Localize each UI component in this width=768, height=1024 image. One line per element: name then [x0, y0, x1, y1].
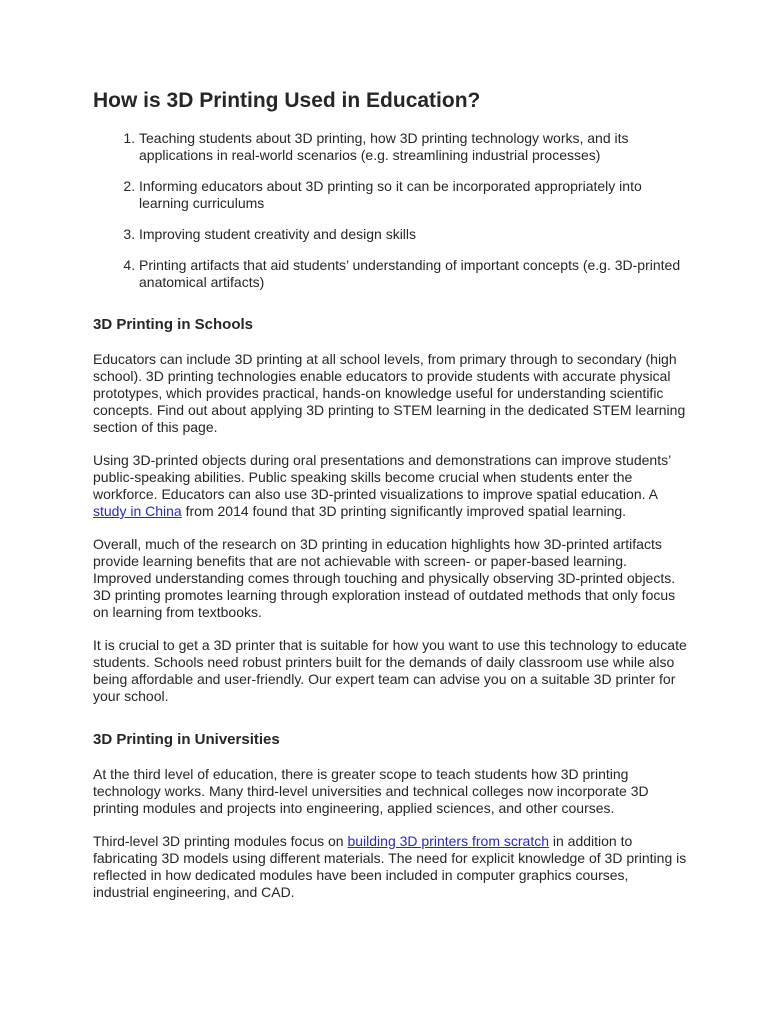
list-item: 3. Improving student creativity and design skills	[139, 226, 688, 243]
schools-paragraph-2	[93, 452, 688, 520]
universities-paragraph-2-text-after: in addition to fabricating 3D models using different materials. The need for explicit knowledge of 3D printing is reflected in how dedicated modules have been included in computer graphics courses, industrial engineering, and CAD.	[93, 833, 687, 900]
building-3d-printers-link[interactable]: building 3D printers from scratch	[347, 833, 549, 849]
list-item: 4. Printing artifacts that aid students’ understanding of important concepts (e.g. 3D-printed anatomical artifacts)	[139, 257, 688, 291]
education-uses-list	[93, 130, 688, 291]
schools-paragraph-2-text-after: from 2014 found that 3D printing significantly improved spatial learning.	[181, 503, 627, 519]
universities-paragraph-1: At the third level of education, there is greater scope to teach students how 3D printing technology works. Many third-level universities and technical colleges now incorporate 3D printing modules and projects into engineering, applied sciences, and other courses.	[93, 766, 649, 816]
page-title: How is 3D Printing Used in Education?	[93, 89, 481, 112]
universities-heading: 3D Printing in Universities	[93, 731, 280, 748]
schools-paragraph-1: Educators can include 3D printing at all school levels, from primary through to secondary (high school). 3D printing technologies enable educators to provide students with accurate physical prototypes, which provides practical, hands-on knowledge useful for understanding scientific concepts. Find out about applying 3D printing to STEM learning in the dedicated STEM learning section of this page.	[93, 351, 686, 435]
list-item: 2. Informing educators about 3D printing so it can be incorporated appropriately into learning curriculums	[139, 178, 688, 212]
universities-paragraph-2	[93, 833, 688, 901]
schools-paragraph-3: Overall, much of the research on 3D printing in education highlights how 3D-printed artifacts provide learning benefits that are not achievable with screen- or paper-based learning. Improved understanding comes through touching and physically observing 3D-printed objects. 3D printing promotes learning through exploration instead of outdated methods that only focus on learning from textbooks.	[93, 536, 676, 620]
universities-paragraph-2-text-before: Third-level 3D printing modules focus on	[93, 833, 348, 849]
schools-paragraph-2-text-before: Using 3D-printed objects during oral presentations and demonstrations can improve students’ public-speaking abilities. Public speaking skills become crucial when students enter the workforce. Educators can also use 3D-printed visualizations to improve spatial education. A	[93, 452, 671, 502]
study-in-china-link[interactable]: study in China	[93, 503, 182, 519]
schools-paragraph-4: It is crucial to get a 3D printer that is suitable for how you want to use this technology to educate students. Schools need robust printers built for the demands of daily classroom use while also being affordable and user-friendly. Our expert team can advise you on a suitable 3D printer for your school.	[93, 637, 687, 704]
schools-heading: 3D Printing in Schools	[93, 316, 254, 333]
list-item: 1. Teaching students about 3D printing, how 3D printing technology works, and its applications in real-world scenarios (e.g. streamlining industrial processes)	[139, 130, 688, 164]
